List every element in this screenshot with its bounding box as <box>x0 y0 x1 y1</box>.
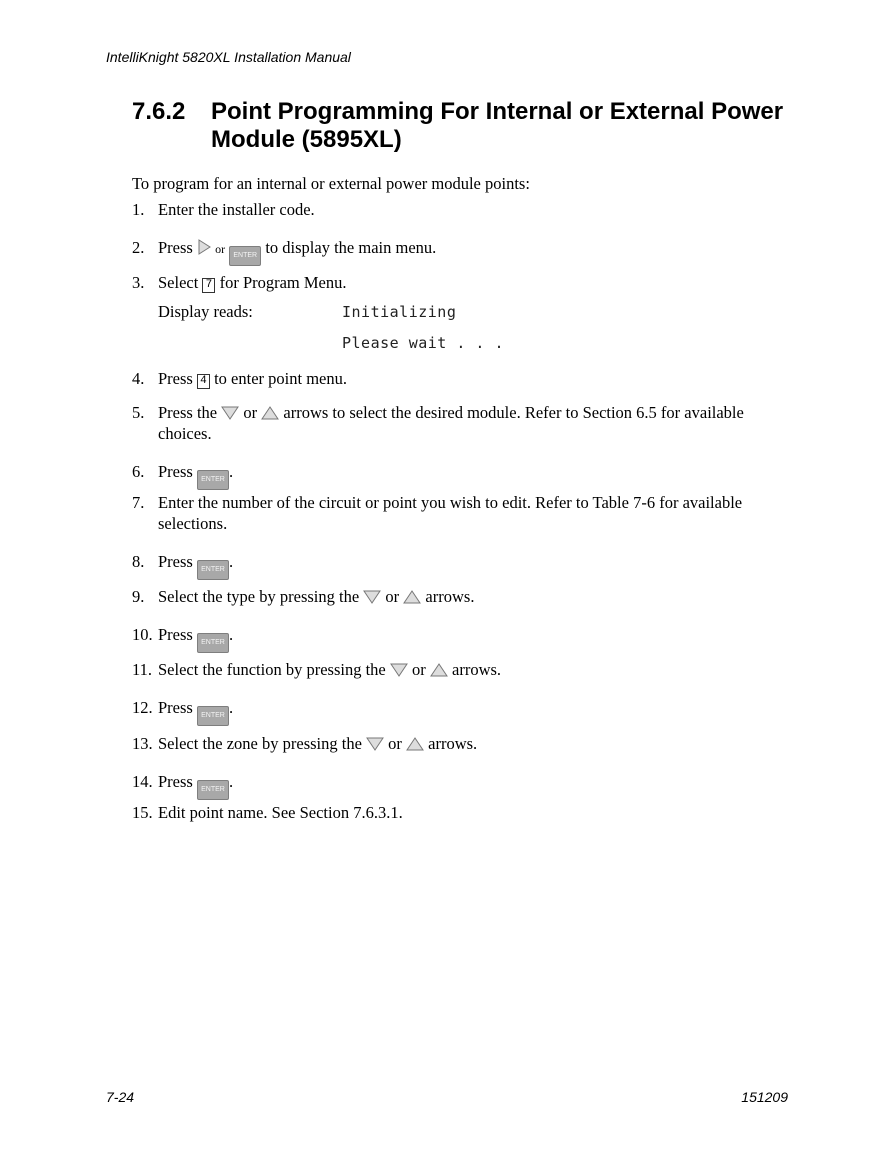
up-arrow-key-icon <box>403 590 421 604</box>
step-text: Press <box>158 698 193 717</box>
step-number: 8. <box>132 552 145 571</box>
display-label: Display reads: <box>158 302 253 321</box>
step-number: 9. <box>132 587 145 606</box>
down-arrow-key-icon <box>221 406 239 420</box>
document-number: 151209 <box>741 1089 788 1105</box>
step-text: Press <box>158 552 193 571</box>
step-text: Press <box>158 625 193 644</box>
step-text: to enter point menu. <box>214 369 347 388</box>
key-7-icon: 7 <box>202 278 215 293</box>
section-number: 7.6.2 <box>132 98 186 125</box>
step-text: . <box>228 772 234 791</box>
enter-key-icon: ENTER <box>197 560 229 580</box>
step-text: Press the <box>158 403 218 422</box>
step-text: Press <box>158 369 193 388</box>
step-text: to display the main menu. <box>265 238 437 257</box>
step-text: . <box>228 462 234 481</box>
step-text: . <box>228 552 234 571</box>
step-number: 13. <box>132 734 153 753</box>
or-text: or <box>385 587 400 606</box>
step-text: Press <box>158 462 193 481</box>
step-number: 15. <box>132 803 153 822</box>
step-text: . <box>228 625 234 644</box>
step-text: Edit point name. See Section 7.6.3.1. <box>158 803 403 822</box>
down-arrow-key-icon <box>390 663 408 677</box>
step-text: for Program Menu. <box>219 273 347 292</box>
enter-key-icon: ENTER <box>197 780 229 800</box>
or-text: or <box>388 734 402 753</box>
enter-key-icon: ENTER <box>197 633 229 653</box>
or-text: or <box>243 403 258 422</box>
step-number: 2. <box>132 238 145 257</box>
step-text: arrows. <box>428 734 478 753</box>
down-arrow-key-icon <box>366 737 384 751</box>
step-text: Select <box>158 273 199 292</box>
step-number: 3. <box>132 273 145 292</box>
up-arrow-key-icon <box>406 737 424 751</box>
step-text: Press <box>158 772 193 791</box>
enter-key-icon: ENTER <box>197 470 229 490</box>
step-text: Select the zone by pressing the <box>158 734 362 753</box>
step-number: 14. <box>132 772 153 791</box>
step-number: 6. <box>132 462 145 481</box>
step-text: Enter the number of the circuit or point you wish to edit. Refer to Table 7-6 for available selections. <box>158 493 743 533</box>
step-text: arrows. <box>452 660 502 679</box>
or-text: or <box>412 660 426 679</box>
up-arrow-key-icon <box>261 406 279 420</box>
step-text: Select the type by pressing the <box>158 587 360 606</box>
page-number: 7-24 <box>106 1089 135 1105</box>
step-number: 10. <box>132 625 153 644</box>
right-arrow-key-icon <box>197 239 211 255</box>
step-number: 7. <box>132 493 145 512</box>
key-4-icon: 4 <box>197 374 210 389</box>
step-number: 11. <box>132 660 153 679</box>
step-number: 1. <box>132 200 145 219</box>
step-text: . <box>228 698 234 717</box>
enter-key-icon: ENTER <box>229 246 261 266</box>
step-text: arrows to select the desired module. Refer to Section 6.5 for available choices. <box>158 403 744 443</box>
up-arrow-key-icon <box>430 663 448 677</box>
step-text: Enter the installer code. <box>158 200 315 219</box>
step-number: 4. <box>132 369 145 388</box>
or-text: or <box>215 242 226 256</box>
step-number: 12. <box>132 698 153 717</box>
down-arrow-key-icon <box>363 590 381 604</box>
enter-key-icon: ENTER <box>197 706 229 726</box>
running-header: IntelliKnight 5820XL Installation Manual <box>106 49 351 65</box>
step-text: Select the function by pressing the <box>158 660 386 679</box>
display-line-2: Please wait . . . <box>342 334 505 352</box>
display-line-1: Initializing <box>342 303 457 321</box>
section-title: Point Programming For Internal or External Power Module (5895XL) <box>211 98 784 153</box>
step-text: Press <box>158 238 193 257</box>
step-number: 5. <box>132 403 145 422</box>
intro-text: To program for an internal or external power module points: <box>132 174 530 193</box>
step-text: arrows. <box>425 587 475 606</box>
